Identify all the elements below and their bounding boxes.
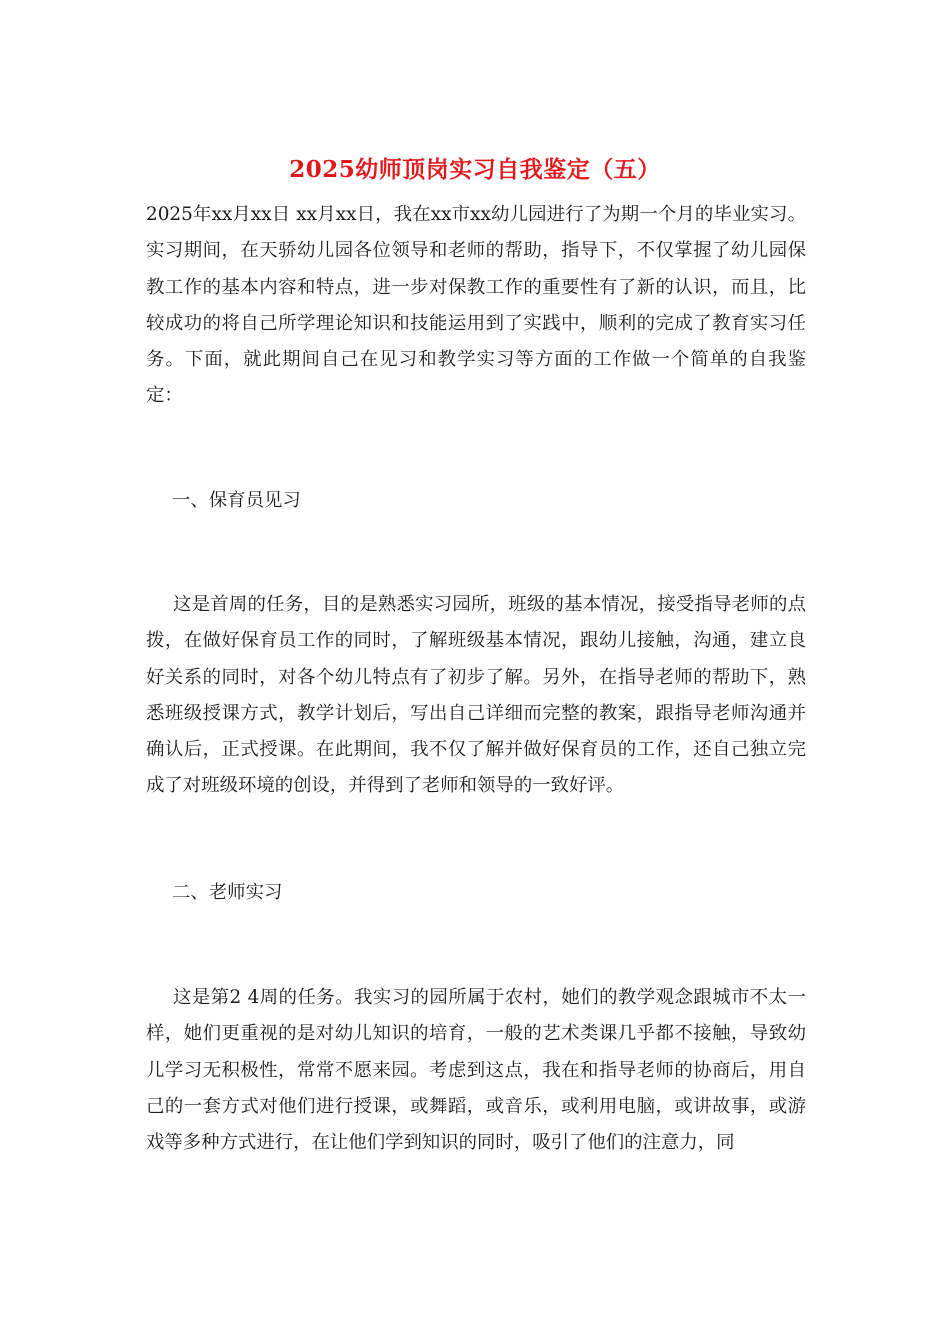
intro-paragraph: 2025年xx月xx日 xx月xx日，我在xx市xx幼儿园进行了为期一个月的毕业实习。实习期间，在天骄幼儿园各位领导和老师的帮助，指导下，不仅掌握了幼儿园保教工作的基本内容和特点，进一步对保教工作的重要性有了新的认识，而且，比较成功的将自己所学理论知识和技能运用到了实践中，顺利的完成了教育实习任务。下面，就此期间自己在见习和教学实习等方面的工作做一个简单的自我鉴定： (146, 204, 806, 407)
section-body-caregiver-observation: 这是首周的任务，目的是熟悉实习园所，班级的基本情况，接受指导老师的点拨，在做好保育员工作的同时，了解班级基本情况，跟幼儿接触，沟通，建立良好关系的同时，对各个幼儿特点有了初步了解。另外，在指导老师的帮助下，熟悉班级授课方式，教学计划后，写出自己详细而完整的教案，跟指导老师沟通并确认后，正式授课。在此期间，我不仅了解并做好保育员的工作，还自己独立完成了对班级环境的创设，并得到了老师和领导的一致好评。 (146, 594, 806, 797)
section-heading-teacher-internship: 二、老师实习 (172, 882, 283, 903)
document-title: 2025幼师顶岗实习自我鉴定（五） (289, 156, 661, 183)
section-heading-caregiver-observation: 一、保育员见习 (172, 490, 301, 511)
section-body-teacher-internship: 这是第2 4周的任务。我实习的园所属于农村，她们的教学观念跟城市不太一样，她们更重视的是对幼儿知识的培育，一般的艺术类课几乎都不接触，导致幼儿学习无积极性，常常不愿来园。考虑到这点，我在和指导老师的协商后，用自己的一套方式对他们进行授课，或舞蹈，或音乐，或利用电脑，或讲故事，或游戏等多种方式进行，在让他们学到知识的同时，吸引了他们的注意力，同 (146, 987, 806, 1154)
